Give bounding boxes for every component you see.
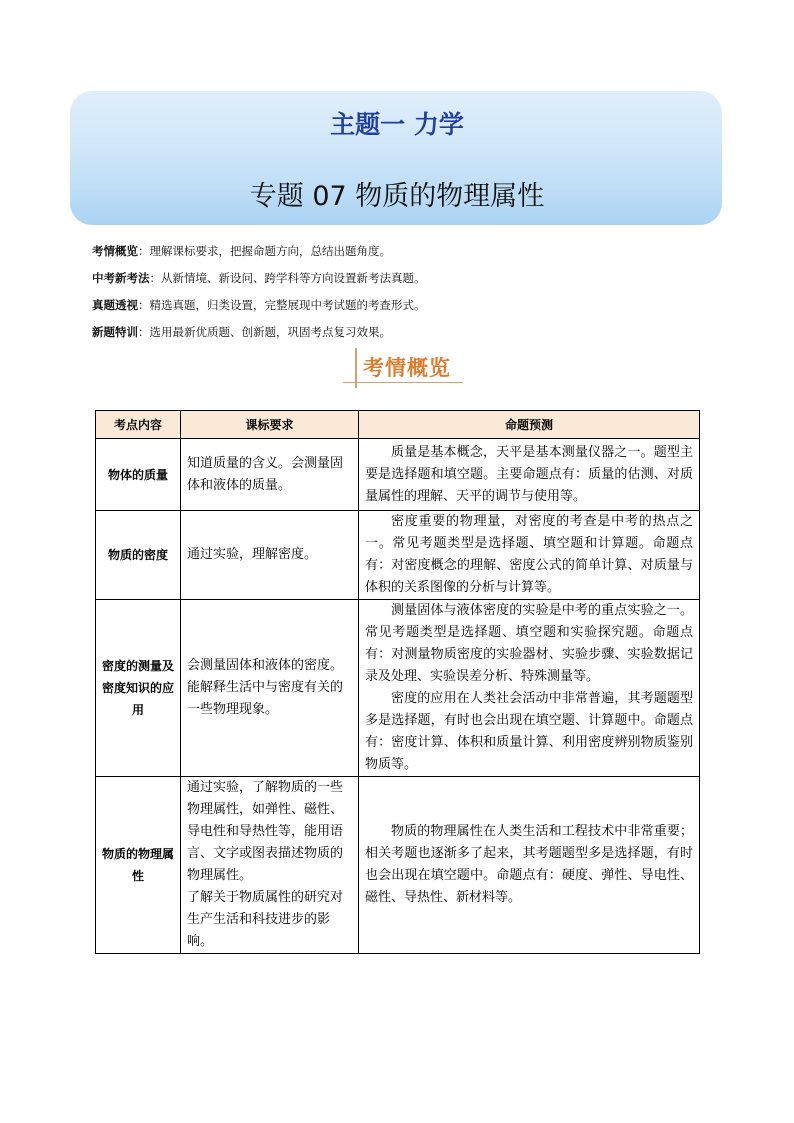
prediction-cell xyxy=(359,511,700,600)
requirement-cell: 通过实验，理解密度。 xyxy=(181,511,359,600)
column-header: 考点内容 xyxy=(96,411,181,439)
prediction-paragraph: 密度的应用在人类社会活动中非常普遍，其考题题型多是选择题，有时也会出现在填空题、计算题中。命题点有：密度计算、体积和质量计算、利用密度辨别物质鉴别物质等。 xyxy=(365,691,693,772)
intro-text: ：理解课标要求，把握命题方向，总结出题角度。 xyxy=(138,244,391,258)
prediction-paragraph: 质量是基本概念，天平是基本测量仪器之一。题型主要是选择题和填空题。主要命题点有：质量的估测、对质量属性的理解、天平的调节与使用等。 xyxy=(365,444,693,504)
prediction-cell xyxy=(359,600,700,777)
requirement-cell: 会测量固体和液体的密度。能解释生活中与密度有关的一些物理现象。 xyxy=(181,600,359,777)
intro-block xyxy=(92,238,712,346)
intro-text: ：从新情境、新设问、跨学科等方向设置新考法真题。 xyxy=(149,271,426,285)
column-header: 课标要求 xyxy=(181,411,359,439)
point-cell: 物质的密度 xyxy=(96,511,181,600)
point-cell: 物质的物理属性 xyxy=(96,777,181,954)
prediction-paragraph: 测量固体与液体密度的实验是中考的重点实验之一。常见考题类型是选择题、填空题和实验探究题。命题点有：对测量物质密度的实验器材、实验步骤、实验数据记录及处理、实验误差分析、特殊测量等。 xyxy=(365,603,693,684)
prediction-paragraph: 物质的物理属性在人类生活和工程技术中非常重要；相关考题也逐渐多了起来，其考题题型多是选择题，有时也会出现在填空题中。命题点有：硬度、弹性、导电性、磁性、导热性、新材料等。 xyxy=(365,824,693,905)
intro-text: ：选用最新优质题、创新题，巩固考点复习效果。 xyxy=(138,325,391,339)
exam-overview-table xyxy=(95,410,700,954)
table-row xyxy=(96,439,700,511)
intro-text: ：精选真题，归类设置，完整展现中考试题的考查形式。 xyxy=(138,298,426,312)
topic-title: 主题一 力学 xyxy=(330,110,464,139)
table-row xyxy=(96,777,700,954)
table-row xyxy=(96,511,700,600)
section-title: 考情概览 xyxy=(363,356,451,380)
page-title: 专题 07 物质的物理属性 xyxy=(249,181,545,212)
intro-line xyxy=(92,319,712,346)
point-cell: 物体的质量 xyxy=(96,439,181,511)
column-header: 命题预测 xyxy=(359,411,700,439)
intro-label: 考情概览 xyxy=(92,244,138,258)
intro-label: 中考新考法 xyxy=(92,271,150,285)
section-heading xyxy=(343,348,463,388)
intro-line xyxy=(92,265,712,292)
intro-label: 新题特训 xyxy=(92,325,138,339)
requirement-cell: 知道质量的含义。会测量固体和液体的质量。 xyxy=(181,439,359,511)
table-row xyxy=(96,600,700,777)
heading-rule xyxy=(343,382,463,383)
prediction-cell xyxy=(359,777,700,954)
requirement-cell: 通过实验，了解物质的一些物理属性，如弹性、磁性、导电性和导热性等，能用语言、文字或图表描述物质的物理属性。 了解关于物质属性的研究对生产生活和科技进步的影响。 xyxy=(181,777,359,954)
table-header-row xyxy=(96,411,700,439)
intro-line xyxy=(92,238,712,265)
intro-line xyxy=(92,292,712,319)
prediction-paragraph: 密度重要的物理量，对密度的考查是中考的热点之一。常见考题类型是选择题、填空题和计算题。命题点有：对密度概念的理解、密度公式的简单计算、对质量与体积的关系图像的分析与计算等。 xyxy=(365,514,693,595)
intro-label: 真题透视 xyxy=(92,298,138,312)
point-cell: 密度的测量及密度知识的应用 xyxy=(96,600,181,777)
prediction-cell xyxy=(359,439,700,511)
